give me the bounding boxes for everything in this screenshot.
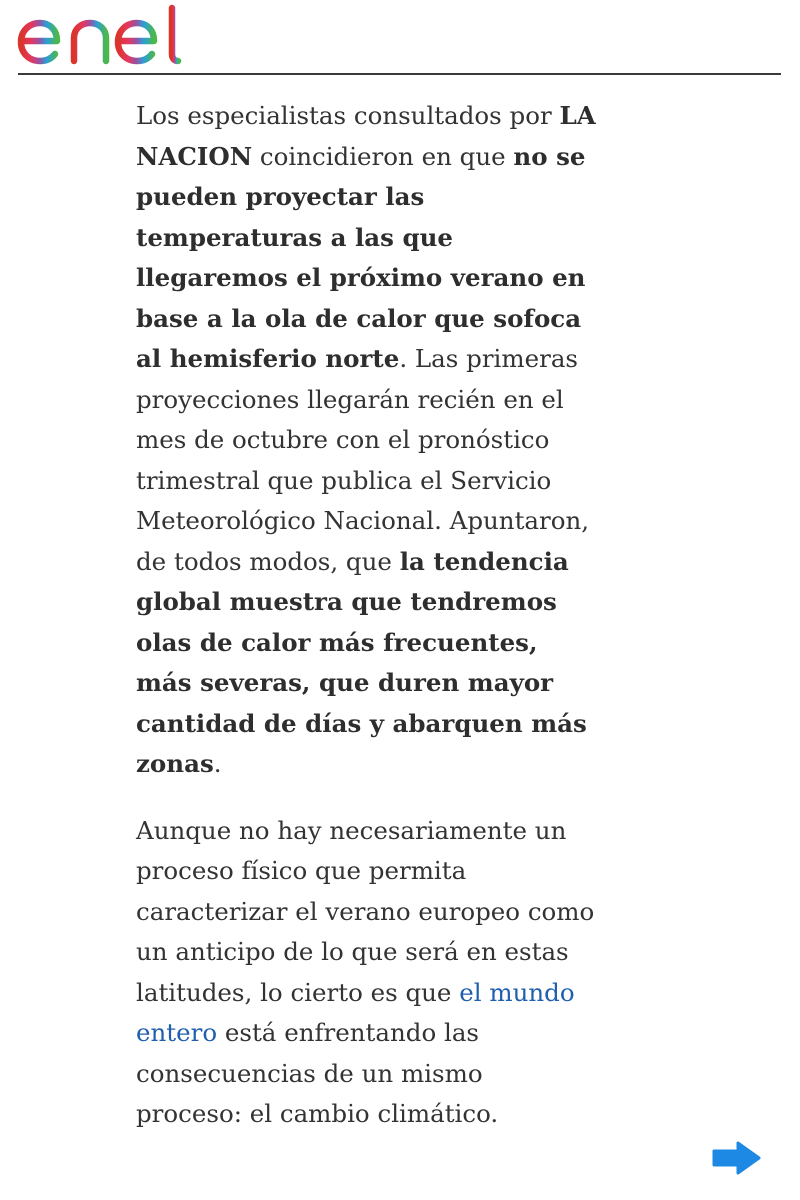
article-paragraph-2 [136, 811, 596, 1135]
text-segment: Aunque no hay necesariamente un proceso físico que permita caracterizar el verano europeo como un anticipo de lo que será en estas latitudes, lo cierto es que [136, 815, 595, 1007]
text-segment: está enfrentando las consecuencias de un mismo proceso: el cambio climático. [136, 1018, 499, 1128]
inline-link-el-mundo-entero[interactable]: el mundo entero [136, 977, 575, 1047]
bold-text-segment: la tendencia global muestra que tendremos olas de calor más frecuentes, más severas, que duren mayor cantidad de días y abarquen más zonas [136, 546, 587, 778]
site-header [0, 0, 800, 76]
arrow-right-icon [710, 1140, 762, 1176]
text-segment: . Las primeras proyecciones llegarán recién en el mes de octubre con el pronóstico trimestral que publica el Servicio Meteorológico Nacional. Apuntaron, de todos modos, que [136, 344, 590, 576]
text-segment: coincidieron en que [252, 141, 514, 171]
header-divider [18, 73, 781, 75]
enel-logo[interactable] [16, 4, 186, 66]
article-body [136, 96, 596, 1135]
article-paragraph-1 [136, 96, 596, 785]
text-segment: Los especialistas consultados por [136, 101, 560, 130]
bold-text-segment: no se pueden proyectar las temperaturas a las que llegaremos el próximo verano en base a la ola de calor que sofoca al hemisferio norte [136, 141, 586, 373]
text-segment: . [213, 749, 222, 778]
enel-logo-mark [16, 4, 186, 66]
bold-text-segment: LA NACION [136, 101, 596, 171]
next-page-button[interactable] [710, 1140, 762, 1176]
